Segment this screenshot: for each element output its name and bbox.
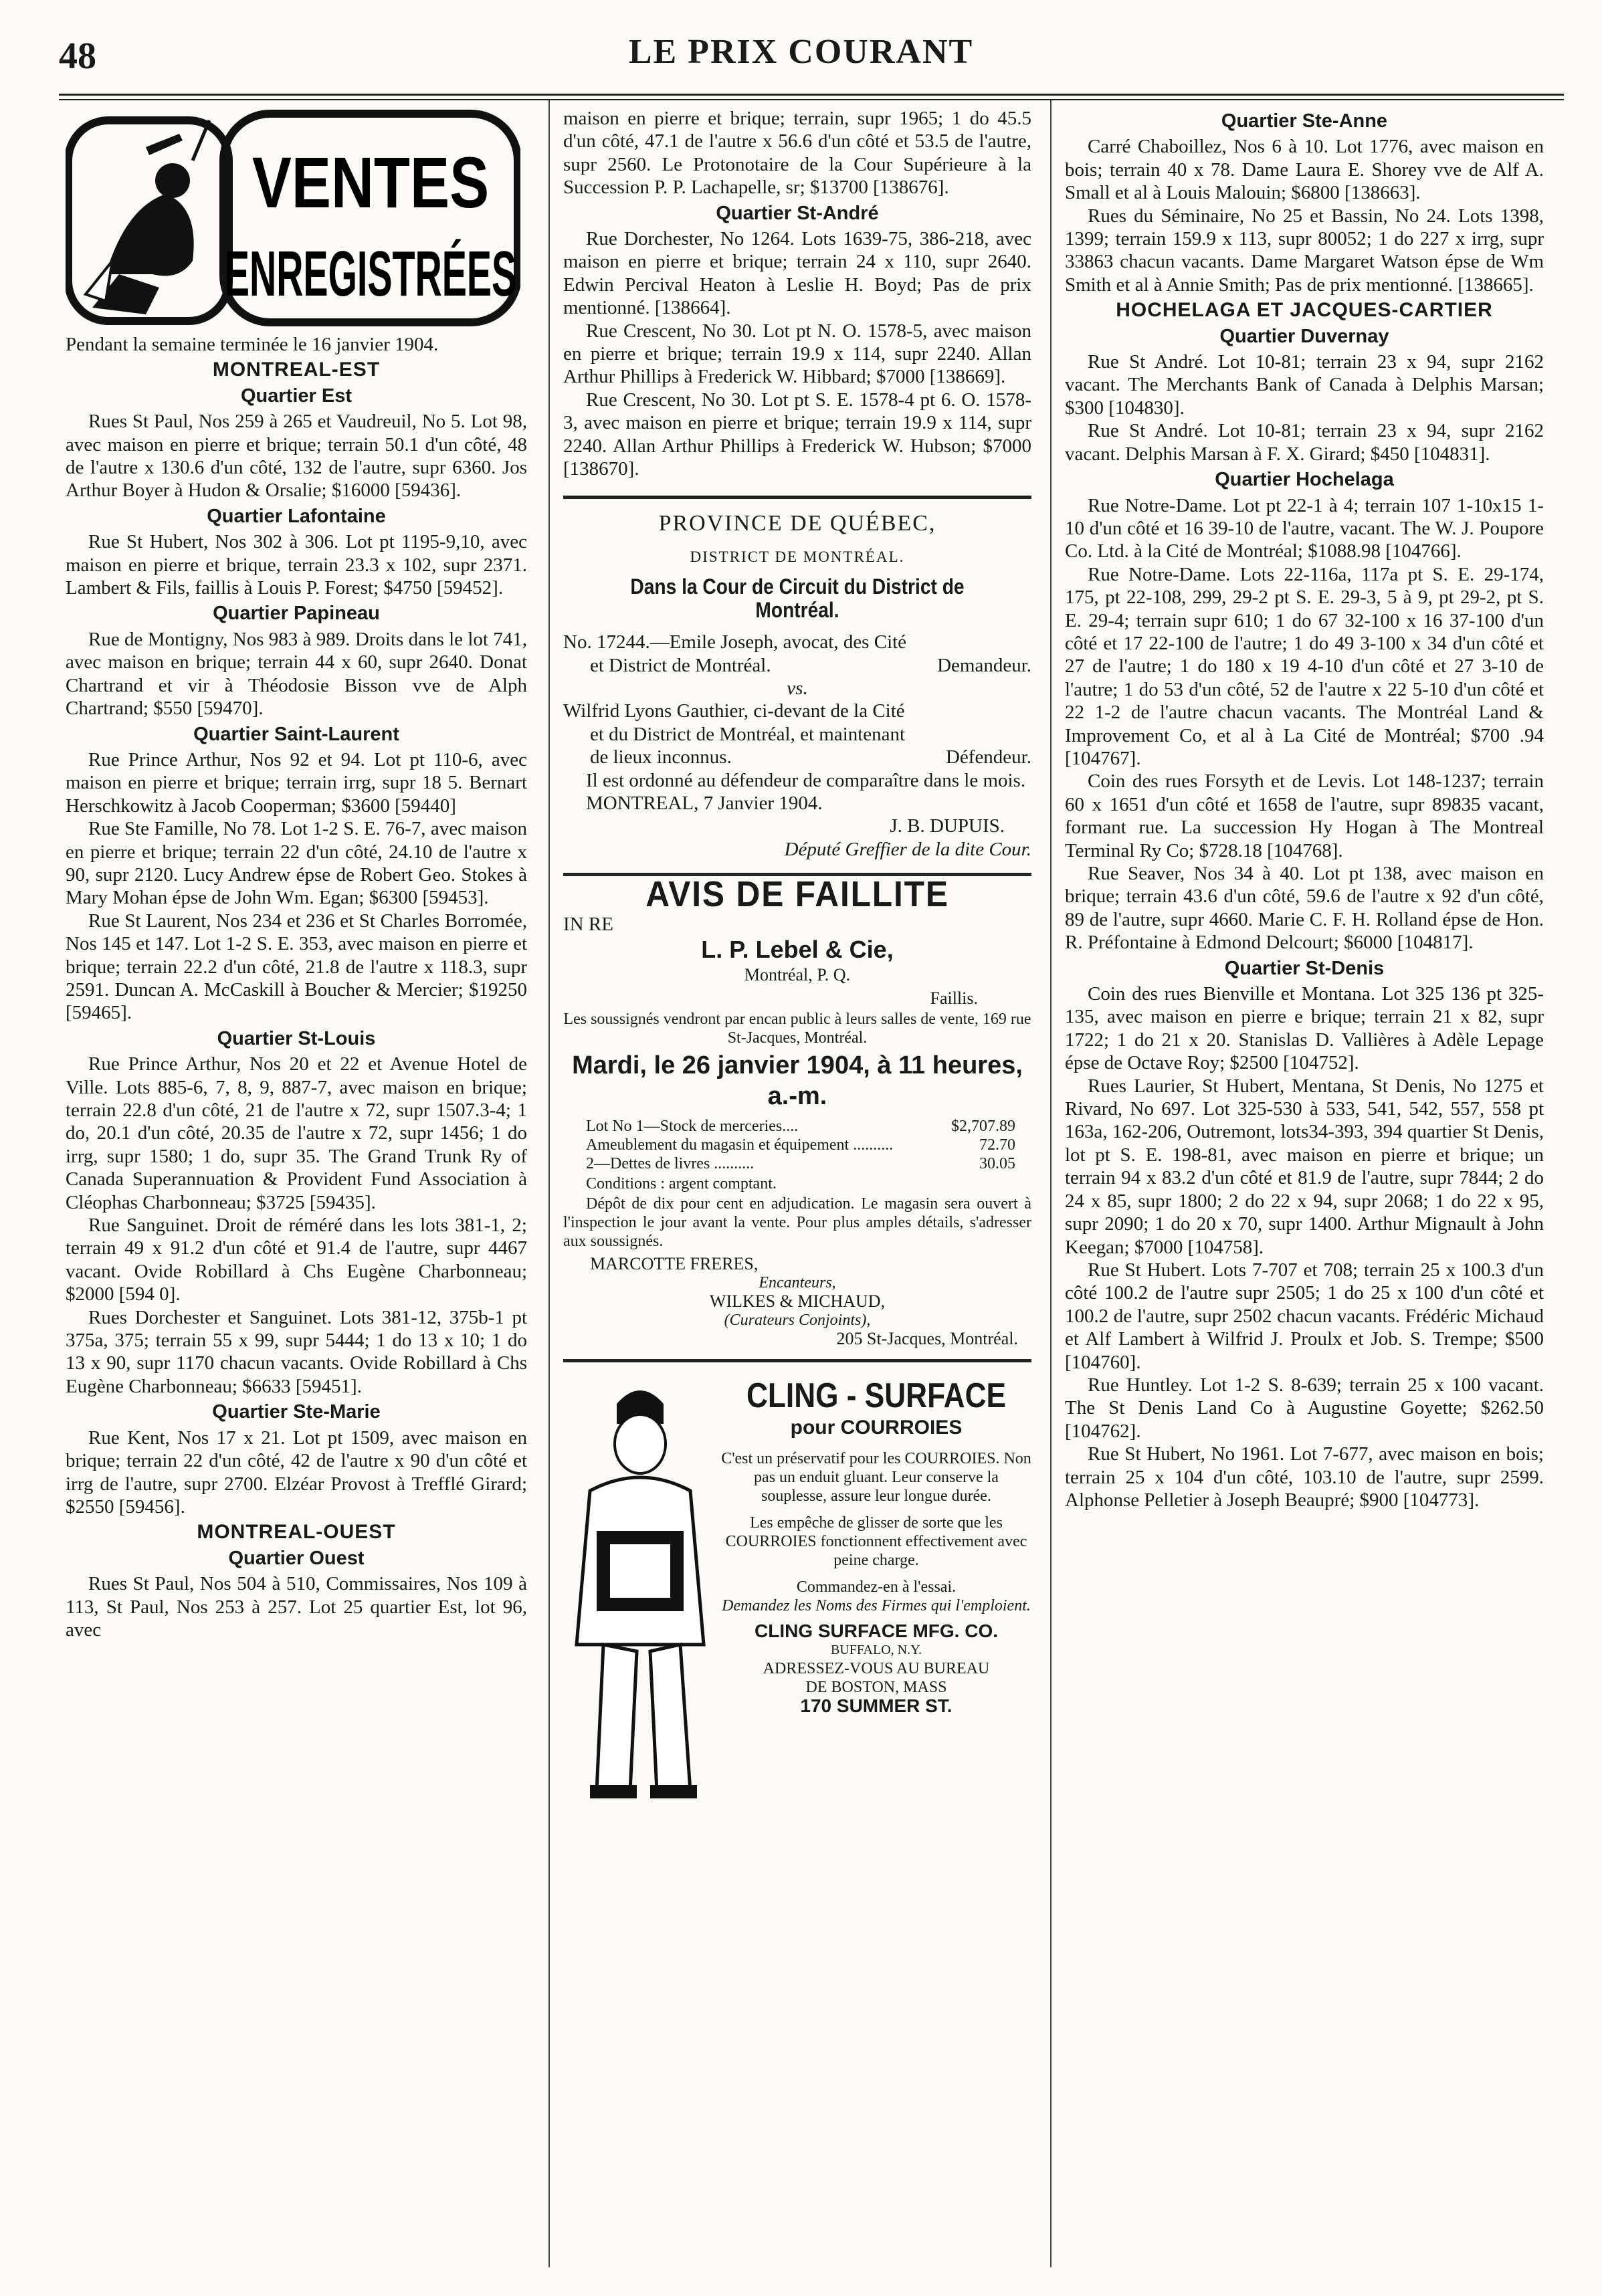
firm-location: Montréal, P. Q. — [744, 965, 851, 985]
column-1 — [66, 107, 527, 1641]
section-heading: MONTREAL-OUEST — [197, 1521, 396, 1544]
court-order: Il est ordonné au défendeur de comparaître dans le mois. — [586, 769, 1026, 791]
deposit-notice: Dépôt de dix pour cent en adjudication. Le magasin sera ouvert à l'inspection le jour avant la vente. Pour plus amples détails, s'adresser aux soussignés. — [563, 1195, 1031, 1251]
ad-text — [717, 1377, 1031, 1805]
sale-entry: Rue Crescent, No 30. Lot pt N. O. 1578-5, avec maison en pierre et brique; terrain 19.9 x 114, supr 2240. Allan Arthur Phillips à Frederick W. Hibbard; $7000 [138669]. — [563, 320, 1031, 388]
quarter-heading: Quartier Duvernay — [1219, 325, 1389, 347]
defendant-role: Défendeur. — [945, 746, 1031, 768]
cling-surface-ad — [563, 1377, 1031, 1805]
quarter-heading: Quartier St-Louis — [217, 1027, 376, 1049]
sale-entry: Rue Dorchester, No 1264. Lots 1639-75, 386-218, avec maison en pierre et brique; terrain 24 x 110, supr 2640. Edwin Percival Heaton à Leslie H. Boyd; Pas de prix mentionné. [138664]. — [563, 228, 1031, 319]
section-rule — [563, 496, 1031, 499]
emblem-line1: VENTES — [252, 142, 490, 223]
sale-entry: Coin des rues Bienville et Montana. Lot 325 136 pt 325-135, avec maison en pierre e brique; terrain 21 x 82, supr 1722; 1 do 21 x 20. Stanislas D. Vallières à Adèle Lepage épse de Octave Roy; $2500 [104752]. — [1065, 983, 1544, 1074]
curator-address: 205 St-Jacques, Montréal. — [836, 1329, 1018, 1349]
auction-notice: Les soussignés vendront par encan public à leurs salles de vente, 169 rue St-Jacques, Montréal. — [563, 1011, 1031, 1047]
ad-city: BUFFALO, N.Y. — [831, 1643, 922, 1658]
case-line: No. 17244.—Emile Joseph, avocat, des Cité — [563, 631, 907, 653]
lot-amount: $2,707.89 — [951, 1118, 1015, 1136]
lot-row — [563, 1154, 1031, 1173]
sale-entry: Rue Notre-Dame. Lot pt 22-1 à 4; terrain 107 1-10x15 1-10 d'un côté et 16 39-10 de l'autre, vacant. The W. J. Poupore Co. Ltd. à la Cité de Montréal; $1088.98 [104766]. — [1065, 494, 1544, 562]
sale-entry: Rue Notre-Dame. Lots 22-116a, 117a pt S. E. 29-174, 175, pt 22-108, 299, 29-2 pt S. E. 29-3, 5 à 9, pt 29-2, pt S. E. 29-4; terrain supr 610; 1 do 67 32-100 x 16 37-100 d'un côté et 17 22-100 de l'autre; 1 do 49 3-100 x 34 d'un côté et 27 de l'autre; 1 do 180 x 19 4-10 d'un côté et 27 3-10 de l'autre; 1 do 53 d'un côté, 52 de l'autre x 22 5-10 d'un côté et 22 1-2 de l'autre chacun vacants. The Montréal Land & Improvement Co, et al à La Cité de Montréal; $700 .94 [104767]. — [1065, 563, 1544, 769]
sale-entry: Rue St Hubert, Nos 302 à 306. Lot pt 1195-9,10, avec maison en pierre et brique, terrain 23.3 x 102, supr 2371. Lambert & Fils, faillis à Louis P. Forest; $4750 [59452]. — [66, 531, 527, 599]
section-heading: MONTREAL-EST — [212, 358, 381, 381]
court-title: Dans la Cour de Circuit du District de Montréal. — [630, 575, 965, 622]
lot-label: 2—Dettes de livres .......... — [586, 1155, 755, 1173]
sale-entry: Rue St Hubert, No 1961. Lot 7-677, avec maison en bois; terrain 25 x 104 d'un côté, 103.10 de l'autre, supr 2599. Alphonse Pelletier à Joseph Beaupré; $900 [104773]. — [1065, 1443, 1544, 1511]
ad-paragraph: Commandez-en à l'essai. — [796, 1578, 957, 1596]
sale-entry: Coin des rues Forsyth et de Levis. Lot 148-1237; terrain 60 x 1651 d'un côté et 1658 de l'autre, supr 89835 vacant, formant rue. La succession Hy Hogan à The Montreal Terminal Ry Co; $728.18 [104768]. — [1065, 770, 1544, 861]
court-signer-title: Député Greffier de la dite Cour. — [784, 838, 1031, 860]
page-number: 48 — [59, 35, 96, 77]
header-rule-thin — [59, 99, 1564, 100]
province-title: PROVINCE DE QUÉBEC, — [658, 510, 936, 536]
court-notice — [563, 512, 1031, 861]
ad-company: CLING SURFACE MFG. CO. — [755, 1621, 998, 1642]
sale-entry: Rue Kent, Nos 17 x 21. Lot pt 1509, avec maison en brique; terrain 22 d'un côté, 42 de l'autre x 90 d'un côté et irrg de l'autre, supr 2700. Elzéar Provost à Trefflé Girard; $2550 [59456]. — [66, 1427, 527, 1518]
intro-text: Pendant la semaine terminée le 16 janvier 1904. — [66, 334, 439, 355]
quarter-heading: Quartier Est — [241, 385, 352, 407]
sale-entry: Rue St Laurent, Nos 234 et 236 et St Charles Borromée, Nos 145 et 147. Lot 1-2 S. E. 353, avec maison en pierre et brique; terrain 22.2 d'un côté, 21.8 de l'autre x 118.3, supr 2591. Duncan A. McCaskill à Boucher & Mercier; $19250 [59465]. — [66, 910, 527, 1024]
ad-title: CLING - SURFACE — [746, 1376, 1006, 1416]
quarter-heading: Quartier Hochelaga — [1215, 469, 1394, 491]
court-date: MONTREAL, 7 Janvier 1904. — [586, 792, 823, 814]
lot-row — [563, 1117, 1031, 1136]
lot-amount: 30.05 — [979, 1155, 1015, 1173]
section-heading: HOCHELAGA ET JACQUES-CARTIER — [1116, 299, 1493, 322]
quill-figure-icon — [86, 120, 209, 314]
quarter-heading: Quartier St-André — [716, 202, 879, 224]
quarter-heading: Quartier Saint-Laurent — [193, 723, 399, 745]
ad-paragraph: Les empêche de glisser de sorte que les COURROIES fonctionnent effectivement avec peine charge. — [725, 1514, 1027, 1570]
page-title: LE PRIX COURANT — [628, 33, 974, 71]
ad-paragraph: Demandez les Noms des Firmes qui l'emploient. — [722, 1597, 1031, 1615]
sale-entry: Rues Laurier, St Hubert, Mentana, St Denis, No 1275 et Rivard, No 697. Lot 325-530 à 533, 541, 542, 557, 558 pt 163a, 162-206, Outremont, lots34-393, 394 quartier St Denis, lot pt S. E. 198-81, avec maison en pierre et brique; un terrain 94 x 83.2 d'un côté et 81.9 de l'autre, supr 7844; 2 do 24 x 85, supr 1800; 2 do 22 x 94, supr 2068; 1 do 22 x 95, supr 2090; 1 do 20 x 70, supr 1400. Arthur Mignault à John Keegan; $7000 [104758]. — [1065, 1075, 1544, 1258]
sale-entry: Rue Seaver, Nos 34 à 40. Lot pt 138, avec maison en brique; terrain 43.6 d'un côté, 59.6 de l'autre x 92 d'un côté, 89 de l'autre, supr 4660. Marie C. F. H. Rolland épse de Hon. R. Préfontaine à Edmond Delcourt; $6000 [104817]. — [1065, 863, 1544, 954]
column-divider — [1050, 100, 1052, 2267]
ad-paragraph: C'est un préservatif pour les COURROIES. Non pas un enduit gluant. Leur conserve la souplesse, assure leur longue durée. — [721, 1450, 1031, 1505]
ad-address: DE BOSTON, MASS — [805, 1679, 947, 1697]
sale-entry: Rue St André. Lot 10-81; terrain 23 x 94, supr 2162 vacant. Delphis Marsan à F. X. Girard; $450 [104831]. — [1065, 420, 1544, 465]
column-3 — [1065, 107, 1544, 1511]
ad-address: ADRESSEZ-VOUS AU BUREAU — [763, 1660, 990, 1678]
emblem-line2: ENREGISTRÉES — [224, 237, 517, 310]
sale-entry: Rue St Hubert. Lots 7-707 et 708; terrain 25 x 100.3 d'un côté 100.2 de l'autre supr 2505; 1 do 25 x 100 d'un côté et 100.2 de l'autre, supr 2502 chacun vacants. Frédéric Michaud et Alf Lambert à Wilfrid J. Proulx et Job. S. Trempe; $500 [104760]. — [1065, 1259, 1544, 1373]
column-divider — [548, 100, 550, 2267]
sale-entry: Rue Prince Arthur, Nos 20 et 22 et Avenue Hotel de Ville. Lots 885-6, 7, 8, 9, 887-7, avec maison en brique; terrain 22.8 d'un côté, 21 de l'autre x 72, supr 1507.3-4; 1 do, 20.1 d'un côté, 20.35 de l'autre x 72, supr 1456; 1 do irrg, supr 1580; 1 do, supr 35. The Grand Trunk Ry of Canada Superannuation & Provident Fund Association à Cléophas Charbonneau; $3725 [59435]. — [66, 1053, 527, 1213]
court-signer: J. B. DUPUIS. — [890, 815, 1005, 837]
in-re: IN RE — [563, 913, 613, 935]
quarter-heading: Quartier Papineau — [213, 603, 380, 625]
lots-list — [563, 1117, 1031, 1173]
lot-amount: 72.70 — [979, 1136, 1015, 1154]
sale-entry: Rue Crescent, No 30. Lot pt S. E. 1578-4 pt 6. O. 1578-3, avec maison en pierre et brique; terrain 19.9 x 114, supr 2240. Allan Arthur Phillips à Frederick W. Hubson; $7000 [138670]. — [563, 389, 1031, 480]
versus: vs. — [787, 677, 808, 699]
sale-entry: Rues Dorchester et Sanguinet. Lots 381-12, 375b-1 pt 375a, 375; terrain 55 x 99, supr 5444; 1 do 13 x 10; 1 do 13 x 90, supr 1170 chacun vacants. Ovide Robillard à Chs Eugène Charbonneau; $6633 [59451]. — [66, 1306, 527, 1397]
ventes-enregistrees-emblem — [66, 107, 520, 328]
header-rule — [59, 94, 1564, 96]
case-role: Demandeur. — [937, 654, 1031, 676]
defendant-line: et du District de Montréal, et maintenant — [590, 723, 906, 745]
quarter-heading: Quartier Ste-Anne — [1221, 110, 1388, 132]
curator-title: (Curateurs Conjoints), — [724, 1312, 871, 1330]
defendant-line-text: de lieux inconnus. — [590, 746, 732, 768]
column-2 — [563, 107, 1031, 1805]
curator-name: WILKES & MICHAUD, — [709, 1291, 886, 1312]
lot-label: Lot No 1—Stock de merceries.... — [586, 1118, 799, 1136]
defendant-line — [563, 746, 1031, 768]
bankruptcy-notice — [563, 874, 1031, 1349]
lot-label: Ameublement du magasin et équipement .......... — [586, 1136, 894, 1154]
sale-entry: Rue Prince Arthur, Nos 92 et 94. Lot pt 110-6, avec maison en pierre et brique; terrain irrg, supr 18 5. Bernart Herschkowitz à Jacob Cooperman; $3600 [59440] — [66, 748, 527, 817]
sale-date: Mardi, le 26 janvier 1904, à 11 heures, a.-m. — [572, 1051, 1023, 1111]
sale-entry: Rue Huntley. Lot 1-2 S. 8-639; terrain 25 x 100 vacant. The St Denis Land Co à Augustine Goyette; $262.50 [104762]. — [1065, 1374, 1544, 1442]
sale-entry: Rue St André. Lot 10-81; terrain 23 x 94, supr 2162 vacant. The Merchants Bank of Canada à Delphis Marsan; $300 [104830]. — [1065, 351, 1544, 419]
case-line — [563, 654, 1031, 677]
case-line-text: et District de Montréal. — [590, 654, 771, 676]
district-title: DISTRICT DE MONTRÉAL. — [690, 548, 905, 565]
section-rule — [563, 1359, 1031, 1362]
sale-entry: Rues St Paul, Nos 504 à 510, Commissaires, Nos 109 à 113, St Paul, Nos 253 à 257. Lot 25 quartier Est, lot 96, avec — [66, 1573, 527, 1641]
faillis: Faillis. — [930, 988, 978, 1008]
lot-row — [563, 1136, 1031, 1154]
sale-entry: Carré Chaboillez, Nos 6 à 10. Lot 1776, avec maison en bois; terrain 40 x 78. Dame Laura E. Shorey vve de Alf A. Small et al à Louis Malouin; $6800 [138663]. — [1065, 136, 1544, 204]
ad-subtitle: pour COURROIES — [790, 1417, 963, 1439]
sale-entry: Rues St Paul, Nos 259 à 265 et Vaudreuil, No 5. Lot 98, avec maison en pierre et brique; terrain 50.1 d'un côté, 48 de l'autre x 130.6 d'un côté, 132 de l'autre, supr 6360. Jos Arthur Boyer à Hudon & Orsalie; $16000 [59436]. — [66, 411, 527, 502]
quarter-heading: Quartier St-Denis — [1224, 957, 1385, 979]
worker-figure-icon — [563, 1377, 717, 1805]
defendant-line: Wilfrid Lyons Gauthier, ci-devant de la Cité — [563, 700, 905, 722]
conditions: Conditions : argent comptant. — [586, 1175, 777, 1193]
sale-entry: Rue de Montigny, Nos 983 à 989. Droits dans le lot 741, avec maison en brique; terrain 44 x 60, supr 2640. Donat Chartrand et vir à Théodosie Bisson vve de Alph Chartrand; $550 [59470]. — [66, 628, 527, 720]
firm-name: L. P. Lebel & Cie, — [701, 936, 894, 963]
sale-entry: Rue Ste Famille, No 78. Lot 1-2 S. E. 76-7, avec maison en pierre et brique; terrain 22 d'un côté, 24.10 de l'autre x 90, supr 2120. Lucy Andrew épse de Robert Geo. Stokes à Mary Mohan épse de John Wm. Egan; $6300 [59453]. — [66, 818, 527, 909]
auctioneer-title: Encanteurs, — [759, 1274, 836, 1292]
auctioneer-name: MARCOTTE FRERES, — [590, 1254, 759, 1274]
quarter-heading: Quartier Lafontaine — [207, 505, 386, 527]
sale-entry-continued: maison en pierre et brique; terrain, supr 1965; 1 do 45.5 d'un côté, 47.1 de l'autre x 56.6 d'un côté et 53.5 de l'autre, supr 2560. Le Protonotaire de la Cour Supérieure à la Succession P. P. Lachapelle, sr; $13700 [138676]. — [563, 108, 1031, 199]
sale-entry: Rue Sanguinet. Droit de réméré dans les lots 381-1, 2; terrain 49 x 91.2 d'un côté et 91.4 de l'autre, supr 4467 vacant. Ovide Robillard à Chs Eugène Charbonneau; $2000 [594 0]. — [66, 1215, 527, 1306]
quarter-heading: Quartier Ouest — [228, 1547, 365, 1569]
avis-title: AVIS DE FAILLITE — [645, 874, 949, 915]
quarter-heading: Quartier Ste-Marie — [212, 1401, 381, 1423]
sale-entry: Rues du Séminaire, No 25 et Bassin, No 24. Lots 1398, 1399; terrain 159.9 x 113, supr 80052; 1 do 227 x irrg, supr 33863 chacun vacants. Dame Margaret Watson épse de Wm Smith et al à Annie Smith; Pas de prix mentionné. [138665]. — [1065, 205, 1544, 296]
ad-address: 170 SUMMER ST. — [800, 1695, 953, 1717]
